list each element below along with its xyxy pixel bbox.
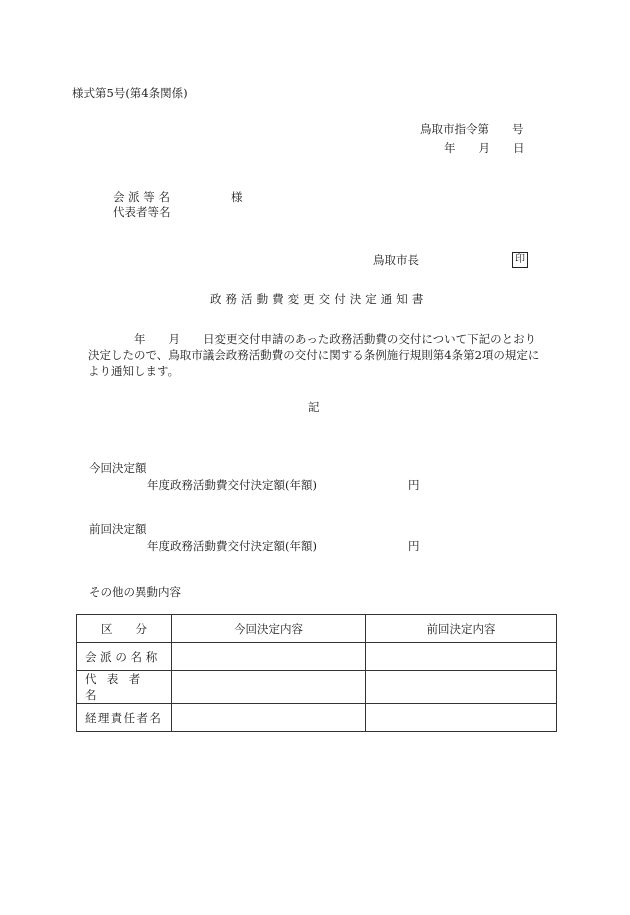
previous-amount-heading: 前回決定額: [89, 522, 147, 536]
body-line: より通知します。: [88, 364, 180, 378]
previous-amount-unit: 円: [408, 539, 420, 553]
body-line: 決定したので、鳥取市議会政務活動費の交付に関する条例施行規則第4条第2項の規定に: [88, 348, 540, 362]
table-cell-previous: [366, 643, 557, 671]
issuer-title: 鳥取市長: [373, 253, 419, 267]
table-cell-current: [172, 671, 366, 704]
row-label: 経理責任者名: [77, 704, 172, 732]
document-title: 政務活動費変更交付決定通知書: [210, 292, 428, 306]
table-cell-previous: [366, 704, 557, 732]
table-cell-current: [172, 643, 366, 671]
changes-table: [76, 614, 557, 732]
table-cell-current: [172, 704, 366, 732]
previous-amount-item: 年度政務活動費交付決定額(年額): [147, 539, 317, 553]
ki-mark: 記: [308, 400, 320, 414]
row-label: 会派の名称: [77, 643, 172, 671]
row-label: 代表者名: [77, 671, 172, 704]
representative-label: 代表者等名: [113, 205, 171, 219]
column-header-previous: 前回決定内容: [366, 615, 557, 643]
table-cell-previous: [366, 671, 557, 704]
column-header-category: 区 分: [77, 615, 172, 643]
issue-date: 年 月 日: [444, 141, 525, 155]
table-header-row: [77, 615, 557, 643]
other-changes-heading: その他の異動内容: [89, 585, 181, 599]
column-header-current: 今回決定内容: [172, 615, 366, 643]
group-name-label: 会 派 等 名: [113, 190, 170, 204]
seal-mark: 印: [512, 252, 528, 268]
document-number: 鳥取市指令第 号: [420, 122, 524, 136]
notice-body: [88, 331, 558, 379]
current-amount-unit: 円: [408, 478, 420, 492]
current-amount-item: 年度政務活動費交付決定額(年額): [147, 478, 317, 492]
table-row: [77, 671, 557, 704]
current-amount-heading: 今回決定額: [89, 461, 147, 475]
table-row: [77, 704, 557, 732]
form-label: 様式第5号(第4条関係): [72, 86, 188, 100]
body-line: 年 月 日変更交付申請のあった政務活動費の交付について下記のとおり: [88, 332, 537, 346]
honorific: 様: [231, 190, 243, 204]
table-row: [77, 643, 557, 671]
